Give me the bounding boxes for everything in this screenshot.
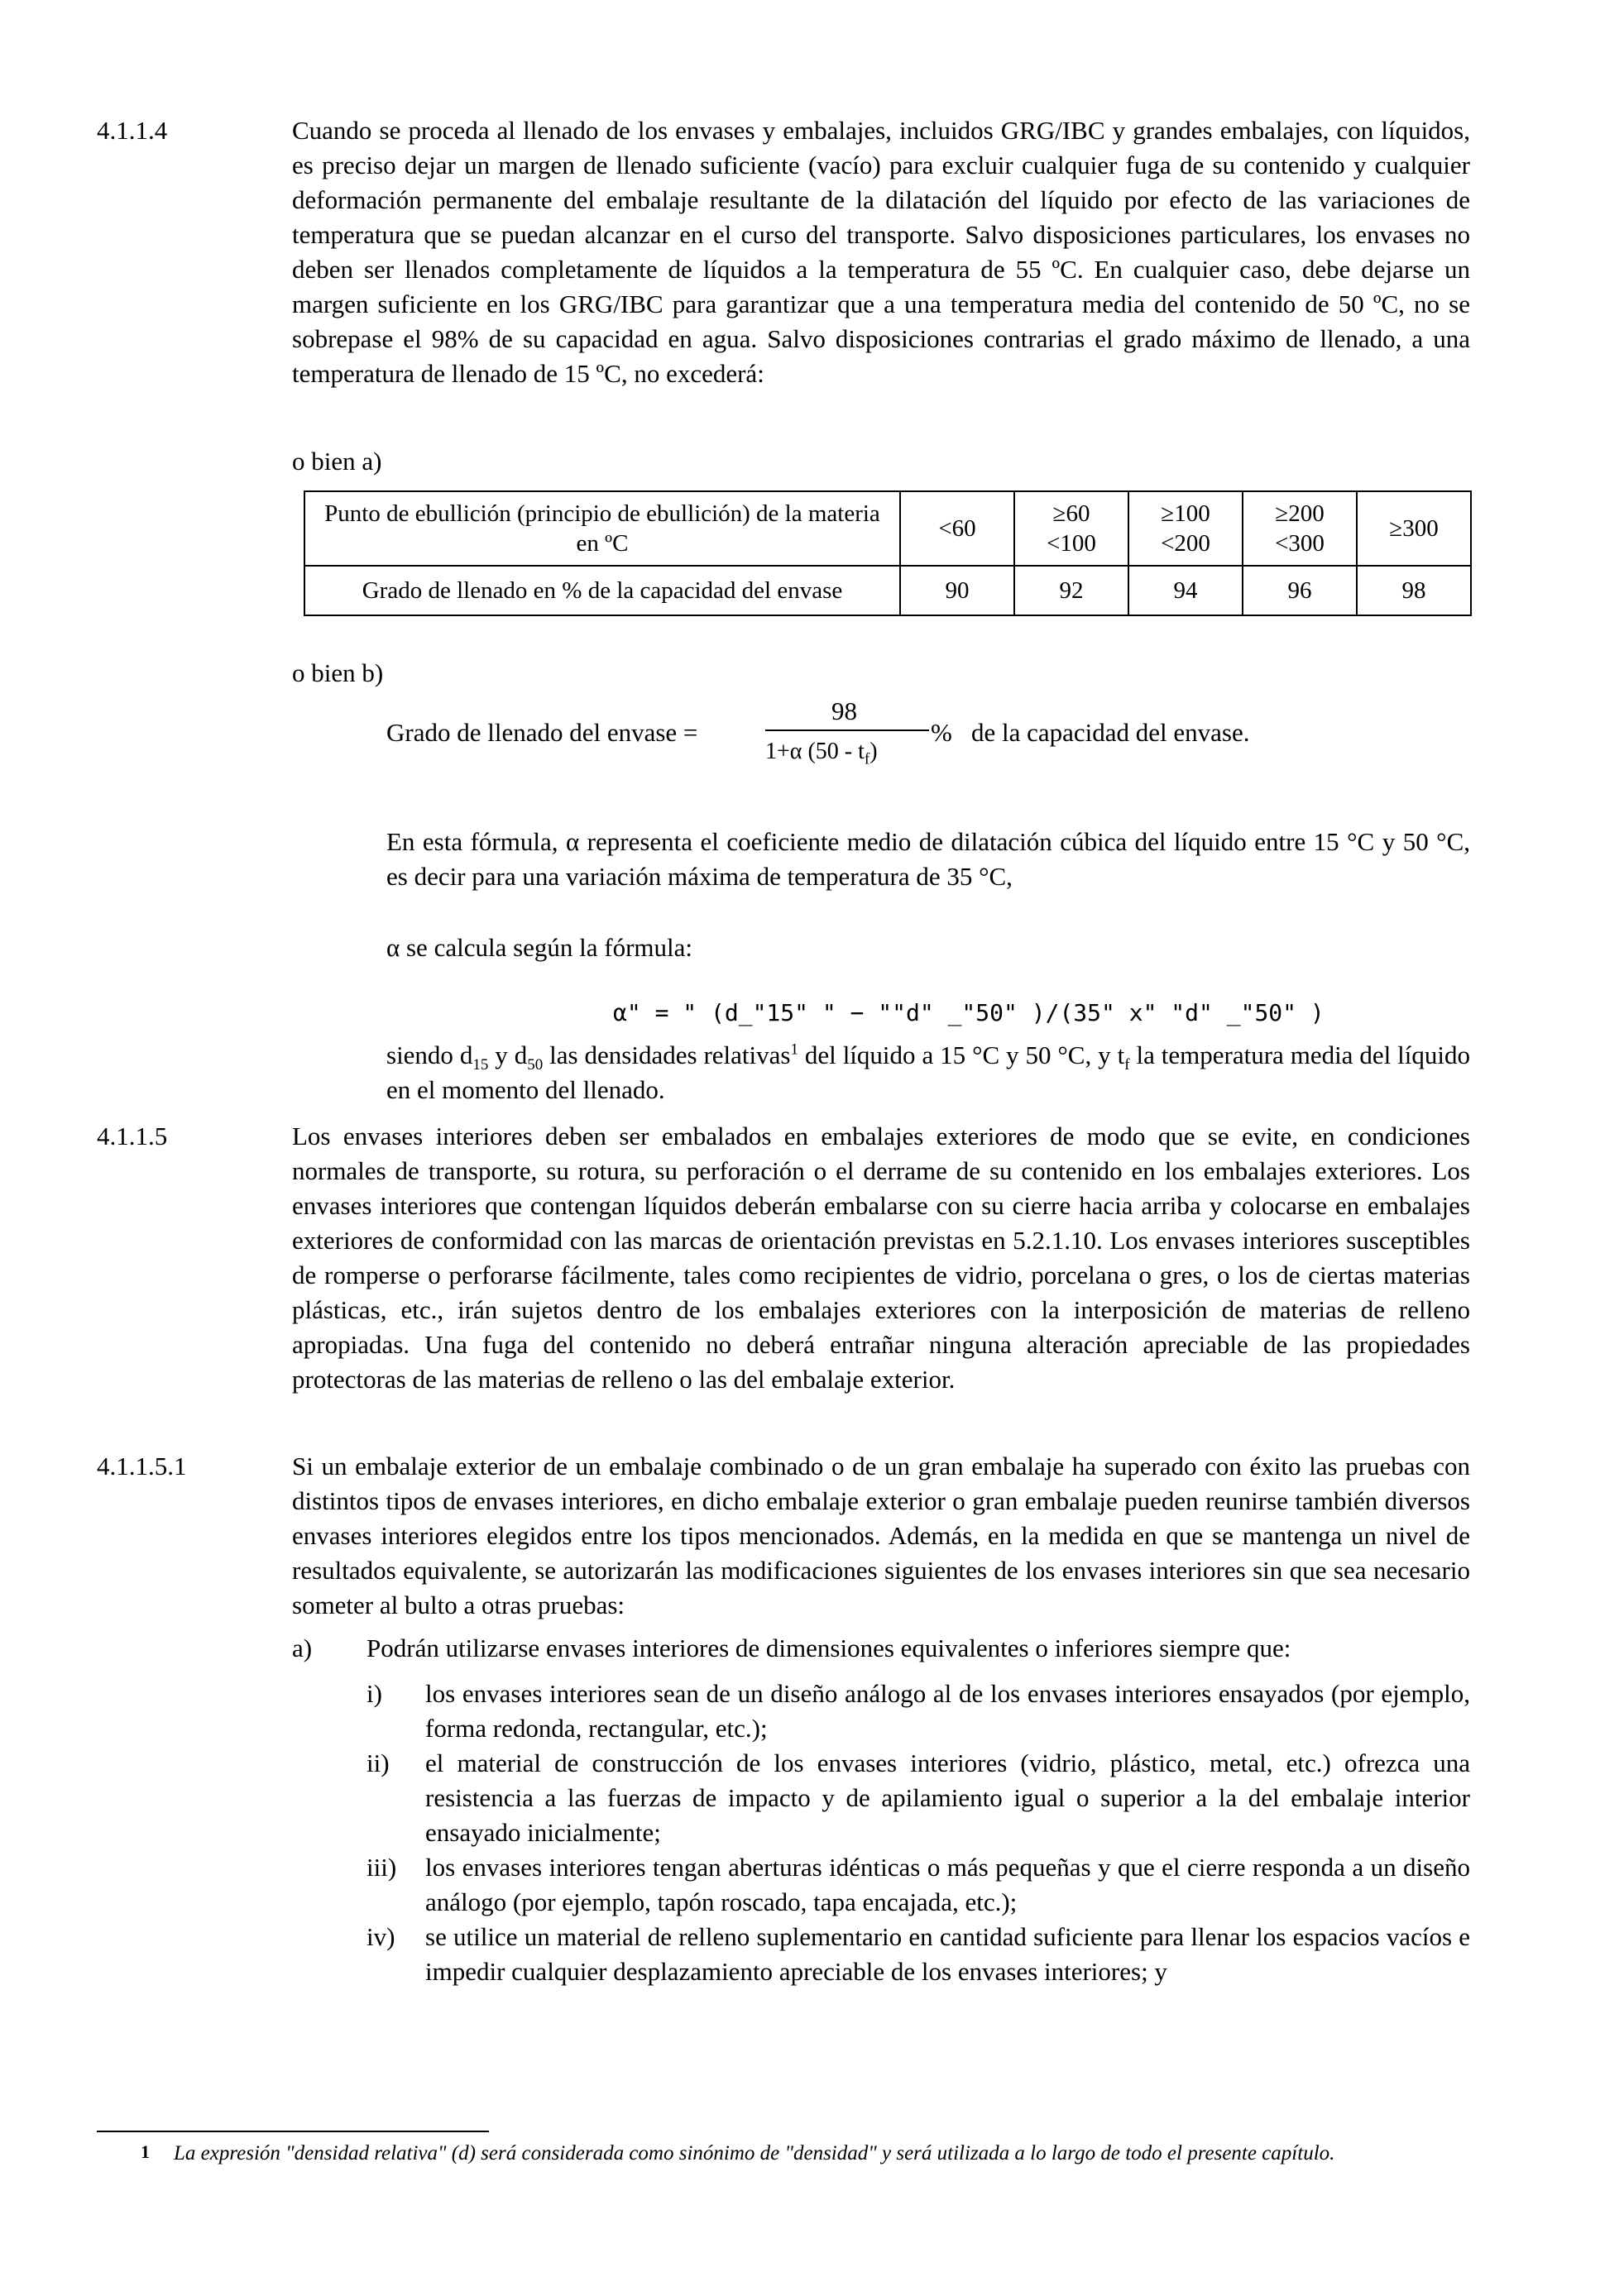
subitem-text: los envases interiores sean de un diseño análogo al de los envases interiores ensayados (por ejemplo, forma redonda, rectangular, etc.); (425, 1679, 1470, 1743)
filling-degree-table (304, 490, 1472, 616)
footnote-text: La expresión "densidad relativa" (d) será considerada como sinónimo de "densidad" y será utilizada a lo largo de todo el presente capítulo. (174, 2142, 1335, 2164)
table-cell: <60 (900, 491, 1014, 566)
formula-percent: % (931, 718, 952, 747)
table-cell: 96 (1243, 566, 1357, 615)
subitem-text: el material de construcción de los envases interiores (vidrio, plástico, metal, etc.) ofrezca una resistencia a las fuerzas de impacto y de apilamiento igual o superior a la del embalaje interior ensayado inicialmente; (425, 1748, 1470, 1847)
option-b-label: o bien b) (292, 658, 384, 687)
table-row-header: Grado de llenado en % de la capacidad del envase (304, 566, 900, 615)
table-row (304, 566, 1471, 615)
section-text: Si un embalaje exterior de un embalaje combinado o de un gran embalaje ha superado con éxito las pruebas con distintos tipos de envases interiores, en dicho embalaje exterior o gran embalaje pueden reunirse también diversos envases interiores elegidos entre los tipos mencionados. Además, en la medida en que se mantenga un nivel de resultados equivalente, se autorizarán las modificaciones siguientes de los envases interiores sin que sea necesario someter al bulto a otras pruebas: (292, 1452, 1470, 1619)
subitem-label: iv) (366, 1922, 395, 1951)
table-cell: 98 (1357, 566, 1471, 615)
fraction-bar (765, 729, 929, 731)
subitem-label: i) (366, 1679, 382, 1708)
table-cell: 94 (1128, 566, 1243, 615)
section-number: 4.1.1.4 (97, 116, 168, 145)
option-a-label: o bien a) (292, 447, 382, 476)
table-cell: ≥60 <100 (1014, 491, 1128, 566)
section-number: 4.1.1.5 (97, 1122, 168, 1150)
section-text: Cuando se proceda al llenado de los envases y embalajes, incluidos GRG/IBC y grandes embalajes, con líquidos, es preciso dejar un margen de llenado suficiente (vacío) para excluir cualquier fuga de su contenido y cualquier deformación permanente del embalaje resultante de la dilatación del líquido por efecto de las variaciones de temperatura que se puedan alcanzar en el curso del transporte. Salvo disposiciones particulares, los envases no deben ser llenados completamente de líquidos a la temperatura de 55 ºC. En cualquier caso, debe dejarse un margen suficiente en los GRG/IBC para garantizar que a una temperatura media del contenido de 50 ºC, no se sobrepase el 98% de su capacidad en agua. Salvo disposiciones contrarias el grado máximo de llenado, a una temperatura de llenado de 15 ºC, no excederá: (292, 116, 1470, 388)
table-cell: ≥300 (1357, 491, 1471, 566)
footnote-separator (97, 2131, 489, 2132)
alpha-formula: α" = " (d_"15" " − ""d" _"50" )/(35" x" "d" _"50" ) (613, 999, 1325, 1026)
formula-prefix: Grado de llenado del envase = (386, 718, 698, 747)
footnote-ref: 1 (790, 1040, 798, 1059)
table-cell: ≥100 <200 (1128, 491, 1243, 566)
formula-numerator: 98 (831, 696, 857, 725)
siendo-paragraph: siendo $d_{15}$ y $d_{50}$ las densidades relativas$^1$ del líquido a 15 °C y 50 °C, y $t_f$ la temperatura media del líquido en el momento del llenado. (386, 1040, 1471, 1104)
formula-suffix: de la capacidad del envase. (971, 718, 1250, 747)
table-row-header: Punto de ebullición (principio de ebullición) de la materia en ºC (304, 491, 900, 566)
alpha-paragraph: En esta fórmula, α representa el coeficiente medio de dilatación cúbica del líquido entre 15 °C y 50 °C, es decir para una variación máxima de temperatura de 35 °C, (386, 827, 1470, 891)
table-cell: ≥200 <300 (1243, 491, 1357, 566)
subitem-label: ii) (366, 1748, 390, 1777)
table-cell: 92 (1014, 566, 1128, 615)
subitem-text: se utilice un material de relleno suplementario en cantidad suficiente para llenar los espacios vacíos e impedir cualquier desplazamiento apreciable de los envases interiores; y (425, 1922, 1470, 1986)
footnote-mark: 1 (141, 2141, 150, 2162)
item-a-label: a) (292, 1634, 313, 1662)
table-cell: 90 (900, 566, 1014, 615)
section-text: Los envases interiores deben ser embalados en embalajes exteriores de modo que se evite, en condiciones normales de transporte, su rotura, su perforación o el derrame de su contenido en los embalajes exteriores. Los envases interiores que contengan líquidos deberán embalarse con su cierre hacia arriba y colocarse en embalajes exteriores de conformidad con las marcas de orientación previstas en 5.2.1.10. Los envases interiores susceptibles de romperse o perforarse fácilmente, tales como recipientes de vidrio, porcelana o gres, o los de ciertas materias plásticas, etc., irán sujetos dentro de los embalajes exteriores con la interposición de materias de relleno apropiadas. Una fuga del contenido no deberá entrañar ninguna alteración apreciable de las propiedades protectoras de las materias de relleno o las del embalaje exterior. (292, 1122, 1470, 1394)
subitem-text: los envases interiores tengan aberturas idénticas o más pequeñas y que el cierre responda a un diseño análogo (por ejemplo, tapón roscado, tapa encajada, etc.); (425, 1853, 1470, 1916)
section-number: 4.1.1.5.1 (97, 1452, 187, 1480)
formula-denominator: 1+α $(50 - t_f)$ (765, 739, 878, 768)
subitem-label: iii) (366, 1853, 397, 1882)
alpha-calc-label: α se calcula según la fórmula: (386, 933, 693, 962)
table-row (304, 491, 1471, 566)
item-a-text: Podrán utilizarse envases interiores de dimensiones equivalentes o inferiores siempre que: (366, 1634, 1291, 1662)
